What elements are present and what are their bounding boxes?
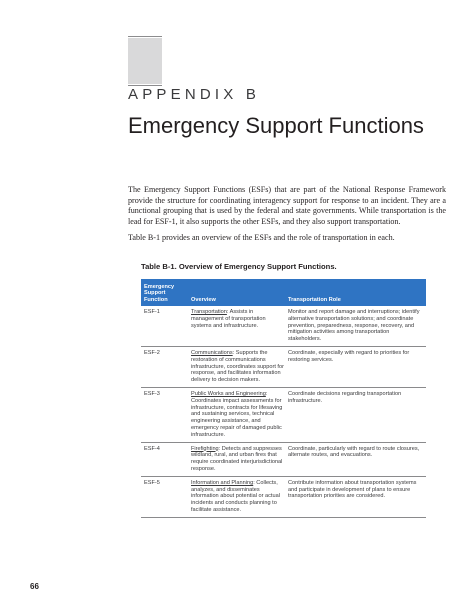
overview-text: : Coordinates impact assessments for infrastructure, contracts for lifesaving and sustaining services, technical engineering assistance, and emergency repair of damaged public infrastructure.: [191, 390, 283, 438]
decorative-rule-top: [128, 36, 162, 37]
role-cell: Coordinate, particularly with regard to route closures, alternate routes, and evacuations.: [288, 445, 420, 459]
esf-table: [141, 279, 426, 518]
table-row: [141, 306, 426, 347]
table-intro-paragraph: Table B-1 provides an overview of the ESFs and the role of transportation in each.: [128, 233, 395, 242]
header-transportation-role: Transportation Role: [288, 297, 341, 304]
table-row: [141, 443, 426, 477]
overview-cell: [188, 480, 285, 514]
role-cell: Coordinate decisions regarding transportation infrastructure.: [288, 390, 402, 404]
intro-paragraph: The Emergency Support Functions (ESFs) that are part of the National Response Framework provide the structure for coordinating interagency support for response to an incident. They are a functional grouping that is used by the federal and state governments. While transportation is the lead for ESF-1, it also supports the other ESFs, and they also support transportation.: [128, 185, 446, 226]
role-cell: Contribute information about transportation systems and participate in development of plans to ensure transportation priorities are considered.: [288, 479, 417, 500]
role-cell: Monitor and report damage and interruptions; identify alternative transportation solutions; and coordinate prevention, preparedness, response, recovery, and mitigation activities among transportation stakeholders.: [288, 309, 420, 343]
overview-cell: [188, 350, 285, 384]
header-overview: Overview: [191, 297, 216, 304]
decorative-gray-box: [128, 38, 162, 84]
appendix-label: APPENDIX B: [128, 86, 261, 103]
esf-name-link[interactable]: Transportation: [191, 309, 227, 315]
esf-id: ESF-3: [144, 390, 160, 397]
overview-cell: [188, 309, 285, 343]
esf-name-link[interactable]: Firefighting: [191, 445, 219, 452]
esf-id: ESF-5: [144, 479, 160, 486]
esf-id: ESF-4: [144, 445, 160, 452]
overview-text: : Detects and suppresses wildland, rural, and urban fires that require coordinated interjurisdictional response.: [191, 445, 283, 472]
table-row: [141, 388, 426, 443]
esf-name-link[interactable]: Public Works and Engineering: [191, 390, 266, 397]
page-number: 66: [30, 582, 39, 591]
header-esf: Emergency Support Function: [144, 283, 175, 304]
page-title: Emergency Support Functions: [128, 113, 424, 138]
overview-cell: [188, 446, 285, 473]
esf-name-link[interactable]: Information and Planning: [191, 479, 254, 486]
overview-cell: [188, 391, 285, 439]
role-cell: Coordinate, especially with regard to priorities for restoring services.: [288, 349, 410, 363]
table-row: [141, 347, 426, 388]
table-header-row: [141, 279, 426, 306]
esf-id: ESF-1: [144, 309, 160, 315]
esf-id: ESF-2: [144, 349, 160, 356]
table-row: [141, 477, 426, 518]
overview-text: : Assists in management of transportation systems and infrastructure.: [191, 309, 266, 329]
esf-name-link[interactable]: Communications: [191, 349, 233, 356]
overview-text: : Supports the restoration of communications infrastructure, coordinates support for response, and facilitates information delivery to decision makers.: [191, 349, 284, 384]
table-caption: Table B-1. Overview of Emergency Support Functions.: [141, 262, 337, 271]
overview-text: : Collects, analyzes, and disseminates information about potential or actual incidents and conducts planning to facilitate assistance.: [191, 479, 280, 513]
